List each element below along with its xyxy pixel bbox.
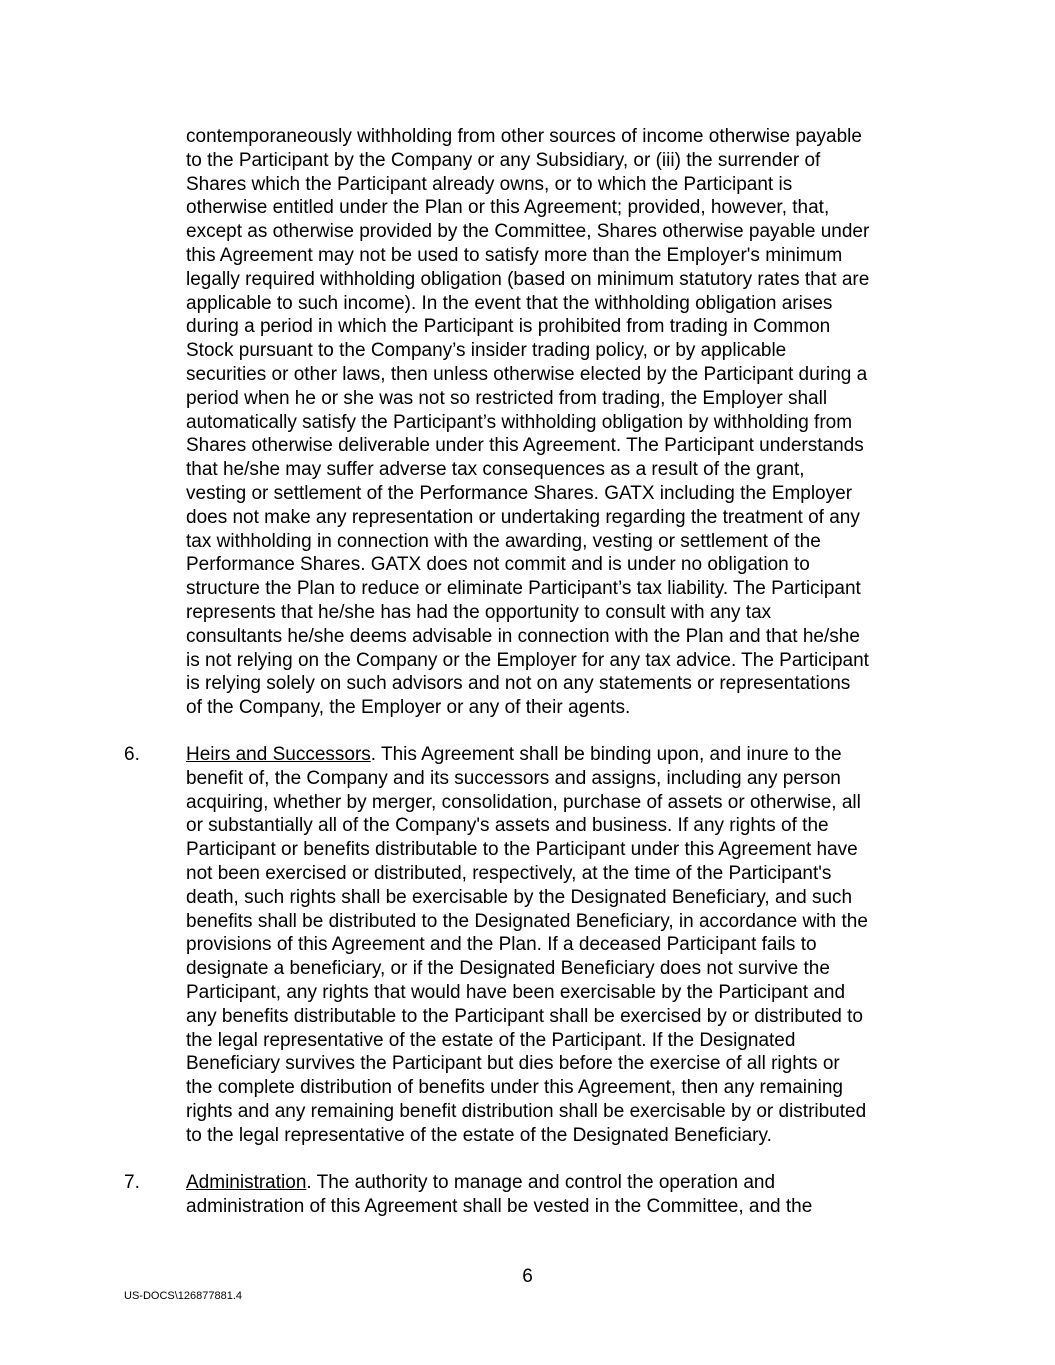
- text-line: period when he or she was not so restricted from trading, the Employer shall: [186, 387, 828, 409]
- text-line: does not make any representation or undertaking regarding the treatment of any: [186, 506, 860, 528]
- text-line: of the Company, the Employer or any of their agents.: [186, 697, 631, 719]
- text-line: Participant, any rights that would have been exercisable by the Participant and: [186, 981, 846, 1003]
- text-line: [186, 1171, 938, 1195]
- text-line: any benefits distributable to the Participant shall be exercised by or distributed to: [186, 1005, 863, 1027]
- text-line: is relying solely on such advisors and not on any statements or representations: [186, 673, 851, 695]
- text-line: tax withholding in connection with the awarding, vesting or settlement of the: [186, 530, 821, 552]
- text-line: contemporaneously withholding from other sources of income otherwise payable: [186, 126, 862, 147]
- text-line: Shares which the Participant already owns, or to which the Participant is: [186, 173, 793, 195]
- section-6-first-line: . This Agreement shall be binding upon, and inure to the: [370, 744, 842, 765]
- text-line: this Agreement may not be used to satisfy more than the Employer's minimum: [186, 244, 843, 266]
- text-line: Participant or benefits distributable to the Participant under this Agreement have: [186, 839, 858, 861]
- text-line: [186, 743, 938, 767]
- text-line: acquiring, whether by merger, consolidation, purchase of assets or otherwise, all: [186, 791, 861, 813]
- text-line: the complete distribution of benefits under this Agreement, then any remaining: [186, 1077, 843, 1099]
- text-line: administration of this Agreement shall be vested in the Committee, and the: [186, 1195, 813, 1217]
- text-line: provisions of this Agreement and the Plan. If a deceased Participant fails to: [186, 934, 817, 956]
- text-line: Shares otherwise deliverable under this Agreement. The Participant understands: [186, 435, 864, 457]
- continued-paragraph: [186, 125, 938, 720]
- document-id: US-DOCS\126877881.4: [124, 1290, 243, 1302]
- section-6-paragraph: [186, 743, 938, 1148]
- text-line: legally required withholding obligation (based on minimum statutory rates that are: [186, 268, 870, 290]
- text-line: Performance Shares. GATX does not commit and is under no obligation to: [186, 554, 810, 576]
- section-6-heading: Heirs and Successors: [186, 744, 371, 765]
- text-line: is not relying on the Company or the Employer for any tax advice. The Participant: [186, 649, 869, 671]
- section-7-paragraph: [186, 1171, 938, 1219]
- text-line: the legal representative of the estate of the Participant. If the Designated: [186, 1029, 796, 1051]
- text-line: represents that he/she has had the opportunity to consult with any tax: [186, 601, 772, 623]
- text-line: except as otherwise provided by the Committee, Shares otherwise payable under: [186, 221, 870, 243]
- page-number: 6: [522, 1266, 533, 1287]
- text-line: benefit of, the Company and its successors and assigns, including any person: [186, 767, 841, 789]
- text-line: death, such rights shall be exercisable by the Designated Beneficiary, and such: [186, 886, 853, 908]
- text-line: structure the Plan to reduce or eliminate Participant’s tax liability. The Participant: [186, 578, 861, 600]
- text-line: during a period in which the Participant is prohibited from trading in Common: [186, 316, 831, 338]
- text-line: Stock pursuant to the Company’s insider trading policy, or by applicable: [186, 340, 787, 362]
- text-line: securities or other laws, then unless otherwise elected by the Participant during a: [186, 363, 868, 385]
- text-line: consultants he/she deems advisable in connection with the Plan and that he/she: [186, 625, 860, 647]
- section-7-number: 7.: [124, 1172, 140, 1193]
- text-line: otherwise entitled under the Plan or this Agreement; provided, however, that,: [186, 197, 830, 219]
- text-line: Beneficiary survives the Participant but dies before the exercise of all rights or: [186, 1053, 840, 1075]
- text-line: or substantially all of the Company's assets and business. If any rights of the: [186, 815, 829, 837]
- text-line: applicable to such income). In the event that the withholding obligation arises: [186, 292, 833, 314]
- text-line: to the legal representative of the estate of the Designated Beneficiary.: [186, 1124, 772, 1146]
- section-7-heading: Administration: [186, 1172, 307, 1193]
- text-line: benefits shall be distributed to the Designated Beneficiary, in accordance with the: [186, 910, 868, 932]
- section-6-number: 6.: [124, 744, 140, 765]
- text-line: to the Participant by the Company or any Subsidiary, or (iii) the surrender of: [186, 149, 821, 171]
- text-line: not been exercised or distributed, respectively, at the time of the Participant's: [186, 862, 832, 884]
- text-line: rights and any remaining benefit distribution shall be exercisable by or distributed: [186, 1100, 867, 1122]
- text-line: that he/she may suffer adverse tax consequences as a result of the grant,: [186, 459, 805, 481]
- text-line: vesting or settlement of the Performance Shares. GATX including the Employer: [186, 482, 853, 504]
- section-7-first-line: . The authority to manage and control the operation and: [306, 1172, 776, 1193]
- text-line: automatically satisfy the Participant’s withholding obligation by withholding from: [186, 411, 853, 433]
- text-line: designate a beneficiary, or if the Designated Beneficiary does not survive the: [186, 958, 830, 980]
